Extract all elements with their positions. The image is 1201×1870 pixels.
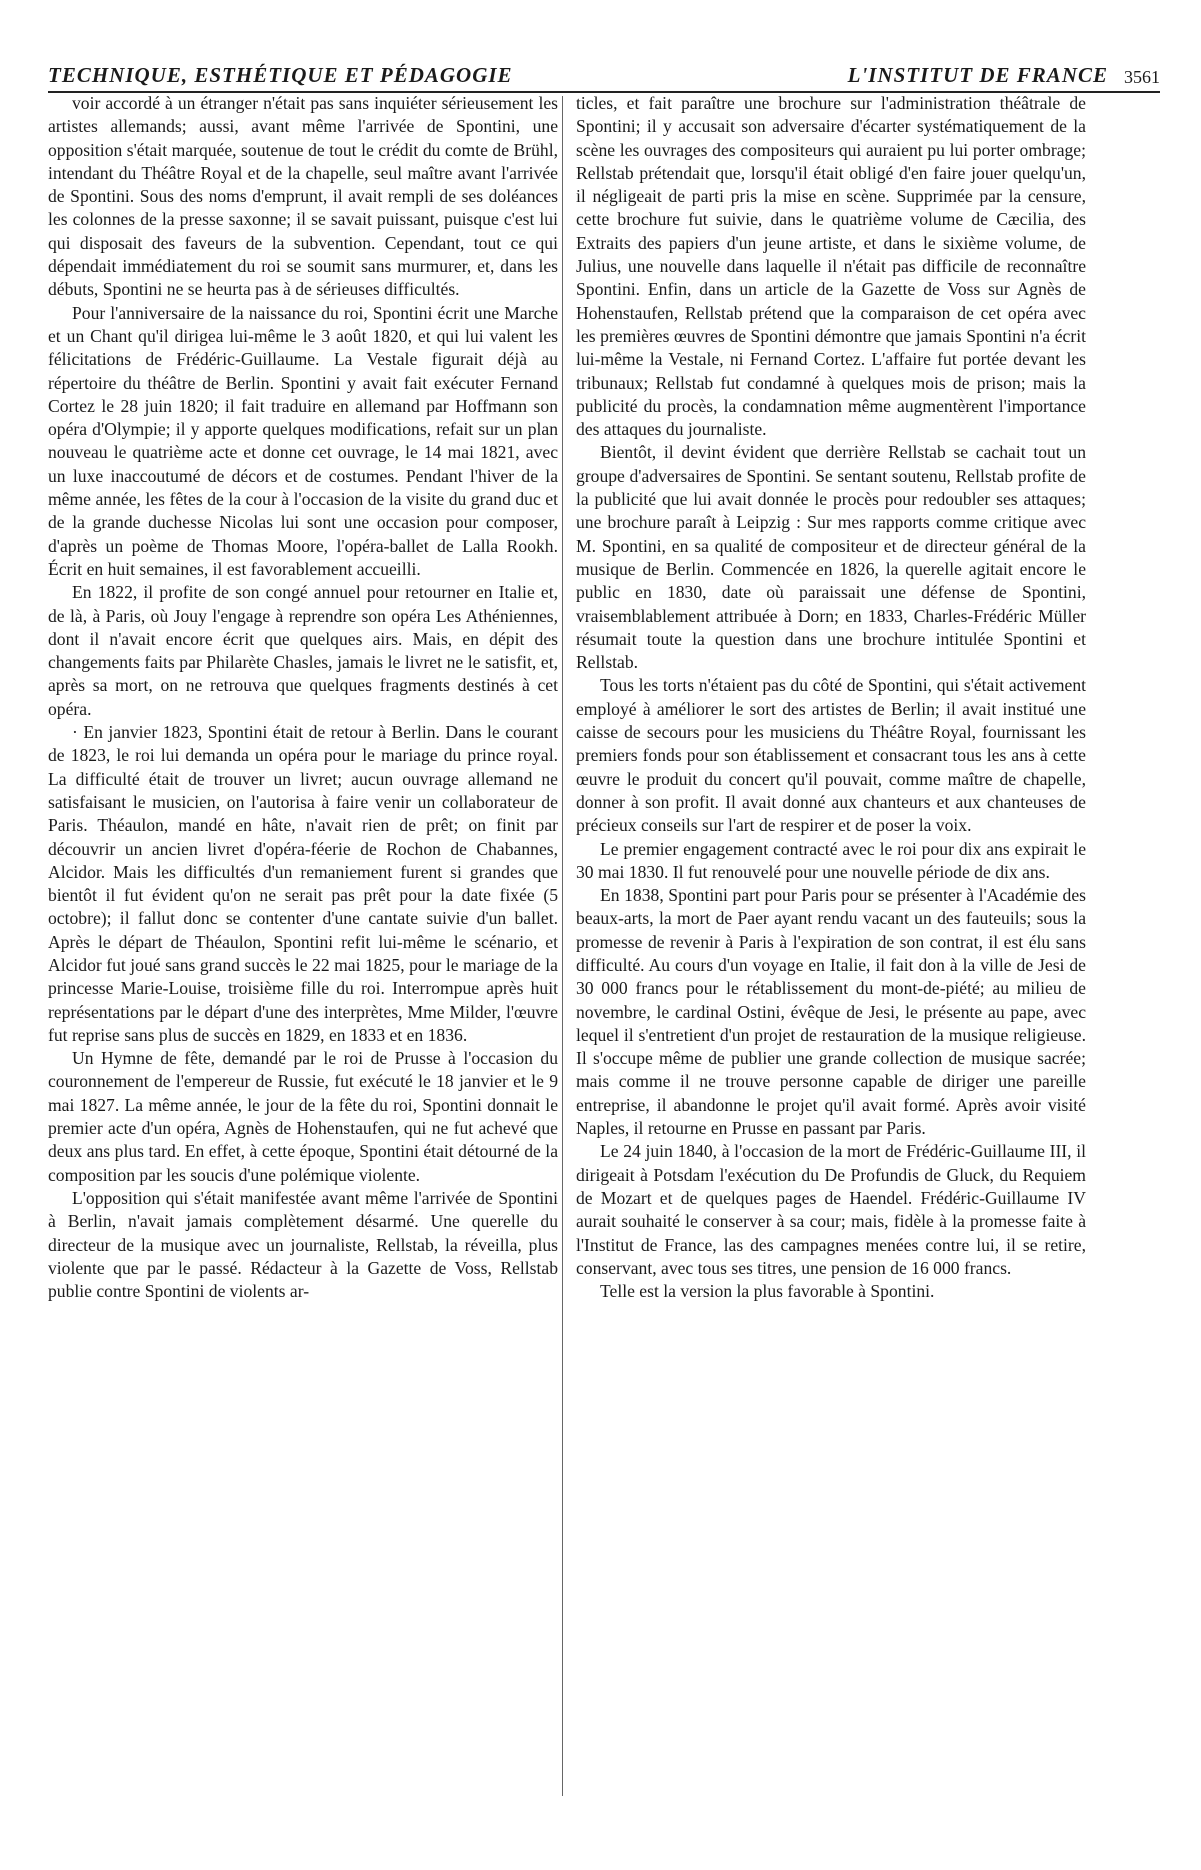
paragraph: Tous les torts n'étaient pas du côté de Spontini, qui s'était activement employé à améliorer le sort des artistes de Berlin; il avait institué une caisse de secours pour les musiciens du Théâtre Royal, fournissant les premiers fonds pour son établissement et consacrant tous les ans à cette œuvre le produit du concert qu'il pouvait, comme maître de chapelle, donner à son profit. Il avait donné aux chanteurs et aux chanteuses de précieux conseils sur l'art de respirer et de poser la voix. xyxy=(576,675,1086,836)
paragraph: En 1838, Spontini part pour Paris pour se présenter à l'Académie des beaux-arts, la mort de Paer ayant rendu vacant un des fauteuils; sous la promesse de revenir à Paris à l'expiration de son contrat, il est élu sans difficulté. Au cours d'un voyage en Italie, il fait don à la ville de Jesi de 30 000 francs pour le rétablissement du mont-de-piété; au milieu de novembre, le cardinal Ostini, évêque de Jesi, le présente au pape, avec lequel il s'entretient d'un projet de restauration de la musique religieuse. Il s'occupe même de publier une grande collection de musique sacrée; mais comme il ne trouve personne capable de diriger une pareille entreprise, il abandonne le projet qu'il avait formé. Après avoir visité Naples, il retourne en Prusse en passant par Paris. xyxy=(576,885,1086,1139)
left-column xyxy=(48,92,558,1303)
paragraph: Le premier engagement contracté avec le roi pour dix ans expirait le 30 mai 1830. Il fut renouvelé pour une nouvelle période de dix ans. xyxy=(576,838,1086,882)
page-number: 3561 xyxy=(1124,67,1160,87)
paragraph: · En janvier 1823, Spontini était de retour à Berlin. Dans le courant de 1823, le roi lui demanda un opéra pour le mariage du prince royal. La difficulté était de trouver un livret; aucun ouvrage allemand ne satisfaisant le musicien, on l'autorisa à faire venir un collaborateur de Paris. Théaulon, mandé en hâte, n'avait rien de prêt; on finit par découvrir un ancien livret d'opéra-féerie de Rochon de Chabannes, Alcidor. Mais les difficultés d'un remaniement furent si grandes que bientôt il fut évident qu'on ne serait pas prêt pour la date fixée (5 octobre); il fallut donc se contenter d'une cantate suivie d'un ballet. Après le départ de Théaulon, Spontini refit lui-même le scénario, et Alcidor fut joué sans grand succès le 22 mai 1825, pour le mariage de la princesse Marie-Louise, troisième fille du roi. Interrompue après huit représentations par le départ d'une des interprètes, Mme Milder, l'œuvre fut reprise sans plus de succès en 1829, en 1833 et en 1836. xyxy=(48,722,558,1045)
header-right-group xyxy=(848,63,1160,88)
paragraph: Telle est la version la plus favorable à Spontini. xyxy=(600,1281,935,1302)
paragraph: Bientôt, il devint évident que derrière Rellstab se cachait tout un groupe d'adversaires de Spontini. Se sentant soutenu, Rellstab profite de la publicité que lui avait donnée le procès pour redoubler ses attaques; une brochure paraît à Leipzig : Sur mes rapports comme critique avec M. Spontini, en sa qualité de compositeur et de directeur général de la musique de Berlin. Commencée en 1826, la querelle agitait encore le public en 1830, date où paraissait une défense de Spontini, vraisemblablement attribuée à Dorn; en 1833, Charles-Frédéric Müller résumait toute la question dans une brochure intitulée Spontini et Rellstab. xyxy=(576,442,1086,673)
header-right: L'INSTITUT DE FRANCE xyxy=(847,63,1108,87)
paragraph: voir accordé à un étranger n'était pas sans inquiéter sérieusement les artistes allemands; aussi, avant même l'arrivée de Spontini, une opposition s'était marquée, soutenue de tout le crédit du comte de Brühl, intendant du Théâtre Royal et de la chapelle, seul maître avant l'arrivée de Spontini. Sous des noms d'emprunt, il avait rempli de ses doléances les colonnes de la presse saxonne; il se savait puissant, puisque c'est lui qui disposait des faveurs de la subvention. Cependant, tout ce qui dépendait immédiatement du roi se soumit sans murmurer, et, dans les débuts, Spontini ne se heurta pas à de sérieuses difficultés. xyxy=(48,93,558,300)
right-column xyxy=(576,92,1086,1303)
running-header xyxy=(48,58,1160,88)
header-left: TECHNIQUE, ESTHÉTIQUE ET PÉDAGOGIE xyxy=(48,63,513,87)
paragraph: Pour l'anniversaire de la naissance du roi, Spontini écrit une Marche et un Chant qu'il dirigea lui-même le 3 août 1820, et qui lui valent les félicitations de Frédéric-Guillaume. La Vestale figurait déjà au répertoire du théâtre de Berlin. Spontini y avait fait exécuter Fernand Cortez le 28 juin 1820; il fait traduire en allemand par Hoffmann son opéra d'Olympie; il y apporte quelques modifications, refait sur un plan nouveau le quatrième acte et donne cet ouvrage, le 14 mai 1821, avec un luxe inaccoutumé de décors et de costumes. Pendant l'hiver de la même année, les fêtes de la cour à l'occasion de la visite du grand duc et de la grande duchesse Nicolas lui sont une occasion pour composer, d'après un poème de Thomas Moore, l'opéra-ballet de Lalla Rookh. Écrit en huit semaines, il est favorablement accueilli. xyxy=(48,302,558,579)
paragraph: L'opposition qui s'était manifestée avant même l'arrivée de Spontini à Berlin, n'avait jamais complètement désarmé. Une querelle du directeur de la musique avec un journaliste, Rellstab, la réveilla, plus violente que par le passé. Rédacteur à la Gazette de Voss, Rellstab publie contre Spontini de violents ar- xyxy=(48,1187,558,1302)
paragraph: En 1822, il profite de son congé annuel pour retourner en Italie et, de là, à Paris, où Jouy l'engage à reprendre son opéra Les Athéniennes, dont il n'avait encore écrit que quelques airs. Mais, en dépit des changements faits par Philarète Chasles, jamais le livret ne le satisfit, et, après sa mort, on ne retrouva que quelques fragments destinés à cet opéra. xyxy=(48,582,558,719)
paragraph: Un Hymne de fête, demandé par le roi de Prusse à l'occasion du couronnement de l'empereur de Russie, fut exécuté le 18 janvier et le 9 mai 1827. La même année, le jour de la fête du roi, Spontini donnait le premier acte d'un opéra, Agnès de Hohenstaufen, qui ne fut achevé que deux ans plus tard. En effet, à cette époque, Spontini était détourné de la composition par les soucis d'une polémique violente. xyxy=(48,1048,558,1185)
column-divider xyxy=(562,96,563,1796)
paragraph: Le 24 juin 1840, à l'occasion de la mort de Frédéric-Guillaume III, il dirigeait à Potsdam l'exécution du De Profundis de Gluck, du Requiem de Mozart et de quelques pages de Haendel. Frédéric-Guillaume IV aurait souhaité le conserver à sa cour; mais, fidèle à la promesse faite à l'Institut de France, las des campagnes menées contre lui, il se retire, conservant, avec tous ses titres, une pension de 16 000 francs. xyxy=(576,1141,1086,1278)
paragraph: ticles, et fait paraître une brochure sur l'administration théâtrale de Spontini; il y accusait son adversaire d'écarter systématiquement de la scène les ouvrages des compositeurs qui auraient pu lui porter ombrage; Rellstab prétendait que, lorsqu'il était obligé d'en faire jouer quelqu'un, il négligeait de parti pris la mise en scène. Supprimée par la censure, cette brochure fut suivie, dans le quatrième volume de Cæcilia, des Extraits des papiers d'un jeune artiste, et dans le sixième volume, de Julius, une nouvelle dans laquelle il n'était pas difficile de reconnaître Spontini. Enfin, dans un article de la Gazette de Voss sur Agnès de Hohenstaufen, Rellstab prétend que la comparaison de cet opéra avec les premières œuvres de Spontini démontre que jamais Spontini n'a écrit lui-même la Vestale, ni Fernand Cortez. L'affaire fut portée devant les tribunaux; Rellstab fut condamné à quelques mois de prison; mais la publicité du procès, la condamnation même augmentèrent l'importance des attaques du journaliste. xyxy=(576,93,1086,440)
